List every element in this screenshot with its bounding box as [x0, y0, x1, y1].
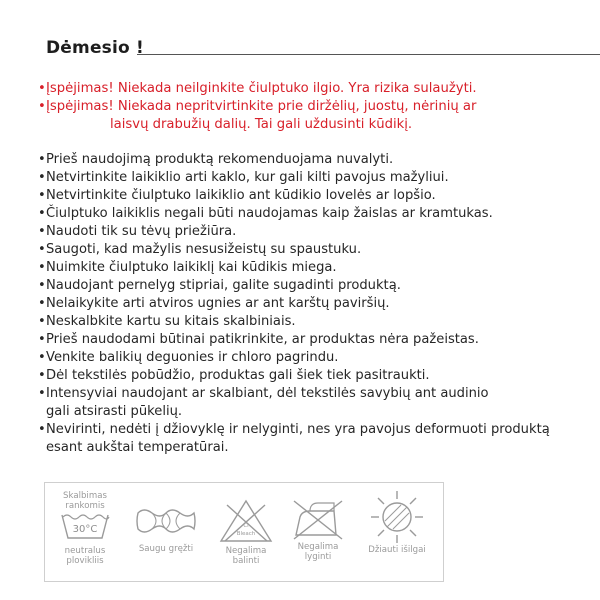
instruction-item	[38, 187, 578, 205]
care-iron-line: lyginti	[304, 552, 332, 562]
care-wash-top-label	[53, 491, 117, 511]
instruction-item	[38, 151, 578, 169]
care-bleach	[211, 483, 281, 566]
instruction-item	[38, 241, 578, 259]
bullet: •	[38, 152, 46, 167]
instruction-item	[38, 295, 578, 313]
instruction-text: Naudojant pernelyg stipriai, galite sugadinti produktą.	[46, 278, 401, 293]
care-bleach-line: balinti	[232, 556, 260, 566]
instruction-text: Netvirtinkite čiulptuko laikiklio ant kūdikio lovelės ar lopšio.	[46, 188, 436, 203]
care-iron-line: Negalima	[297, 542, 339, 552]
instructions-list	[38, 151, 578, 457]
instruction-item	[38, 331, 578, 349]
no-iron-icon	[288, 497, 348, 541]
care-wash-top-line: rankomis	[65, 501, 105, 511]
instruction-text: Naudoti tik su tėvų priežiūra.	[46, 224, 237, 239]
instruction-text: Nuimkite čiulptuko laikiklį kai kūdikis miega.	[46, 260, 337, 275]
bullet: •	[38, 170, 46, 185]
care-wash-bottom-line: plovikliis	[66, 556, 104, 566]
bullet: •	[38, 224, 46, 239]
instruction-text: Nevirinti, nedėti į džiovyklę ir nelyginti, nes yra pavojus deformuoti produktą	[46, 422, 550, 437]
instruction-item	[38, 277, 578, 295]
warning-text: Įspėjimas! Niekada nepritvirtinkite prie diržėlių, juostų, nėrinių ar	[46, 99, 477, 114]
bullet: •	[38, 188, 46, 203]
care-bleach-label	[211, 546, 281, 566]
instruction-item	[38, 169, 578, 187]
instruction-text: Venkite balikių deguonies ir chloro pagrindu.	[46, 350, 339, 365]
care-bleach-inner: Cl	[243, 523, 249, 529]
instruction-text: Intensyviai naudojant ar skalbiant, dėl tekstilės savybių ant audinio	[46, 386, 489, 401]
care-wash-bottom-line: neutralus	[64, 546, 106, 556]
instruction-item	[38, 223, 578, 241]
instruction-text: Dėl tekstilės pobūdžio, produktas gali šiek tiek pasitraukti.	[46, 368, 430, 383]
instruction-item	[38, 385, 578, 403]
bullet: •	[38, 99, 46, 114]
care-iron-label	[283, 542, 353, 562]
warning-text-continued: laisvų drabužių dalių. Tai gali uždusinti kūdikį.	[110, 117, 413, 132]
care-wash-temp: 30°C	[72, 524, 98, 535]
bullet: •	[38, 422, 46, 437]
care-bleach-inner: Bleach	[236, 531, 256, 537]
instruction-text: Nelaikykite arti atviros ugnies ar ant karštų paviršių.	[46, 296, 390, 311]
bullet: •	[38, 242, 46, 257]
instruction-text-continued: gali atsirasti pūkelių.	[46, 404, 183, 419]
bullet: •	[38, 314, 46, 329]
bullet: •	[38, 368, 46, 383]
care-dry-line: Džiauti išilgai	[368, 545, 426, 555]
bullet: •	[38, 332, 46, 347]
warnings-list	[38, 80, 558, 134]
warning-text: Įspėjimas! Niekada neilginkite čiulptuko ilgio. Yra rizika sulaužyti.	[46, 81, 477, 96]
bullet: •	[38, 206, 46, 221]
care-wash-bottom-label	[53, 546, 117, 566]
bullet: •	[38, 81, 46, 96]
instruction-item	[38, 367, 578, 385]
instruction-text: Čiulptuko laikiklis negali būti naudojamas kaip žaislas ar kramtukas.	[46, 206, 493, 221]
bullet: •	[38, 278, 46, 293]
care-wring-line: Saugu gręžti	[138, 544, 194, 554]
instruction-item	[38, 259, 578, 277]
care-dry	[355, 483, 439, 555]
bullet: •	[38, 296, 46, 311]
instruction-text-continued: esant aukštai temperatūrai.	[46, 440, 229, 455]
sun-icon	[367, 487, 427, 547]
care-wring-label	[131, 544, 201, 554]
bullet: •	[38, 350, 46, 365]
care-bleach-line: Negalima	[225, 546, 267, 556]
instruction-text: Prieš naudodami būtinai patikrinkite, ar produktas nėra pažeistas.	[46, 332, 479, 347]
heading-row	[46, 38, 600, 62]
instruction-text: Neskalbkite kartu su kitais skalbiniais.	[46, 314, 296, 329]
twist-icon	[134, 501, 198, 541]
instruction-text: Netvirtinkite laikiklio arti kaklo, kur gali kilti pavojus mažyliui.	[46, 170, 449, 185]
instruction-text: Prieš naudojimą produktą rekomenduojama nuvalyti.	[46, 152, 394, 167]
instruction-text: Saugoti, kad mažylis nesusižeistų su spaustuku.	[46, 242, 362, 257]
care-iron	[283, 483, 353, 562]
care-wring	[131, 483, 201, 554]
page-title: Dėmesio !	[46, 38, 144, 58]
care-wash-top-line: Skalbimas	[63, 491, 107, 501]
warning-item	[38, 80, 558, 98]
instruction-item	[38, 349, 578, 367]
no-bleach-icon	[217, 497, 275, 545]
warning-item	[38, 98, 558, 116]
heading-divider	[137, 54, 600, 55]
care-wash	[53, 483, 117, 566]
bullet: •	[38, 386, 46, 401]
instruction-item	[38, 421, 578, 439]
bullet: •	[38, 260, 46, 275]
care-dry-label	[355, 545, 439, 555]
care-symbols-panel	[44, 482, 444, 582]
instruction-item	[38, 313, 578, 331]
wash-tub-icon	[57, 511, 113, 541]
instruction-item	[38, 205, 578, 223]
